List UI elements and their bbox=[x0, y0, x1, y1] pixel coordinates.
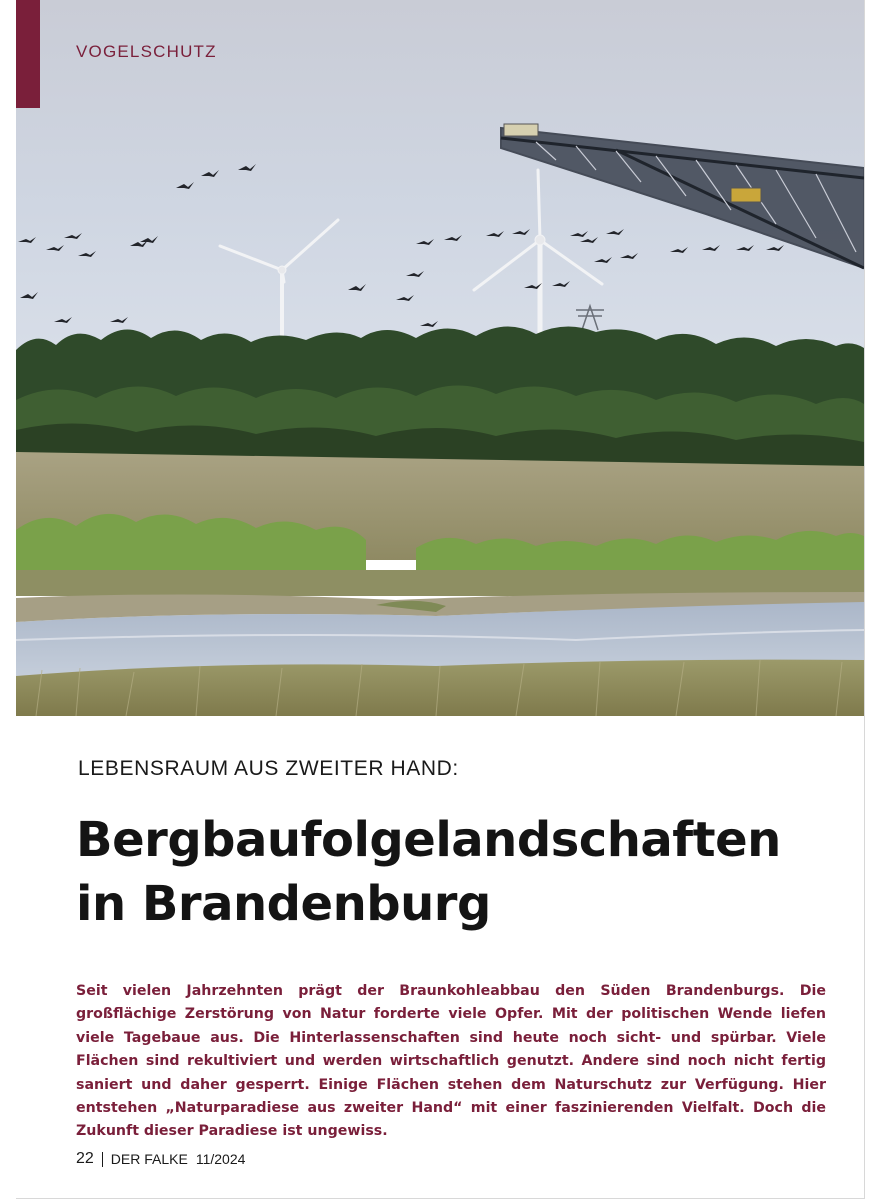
issue-number: 11/2024 bbox=[195, 1151, 246, 1167]
page-footer bbox=[76, 1150, 245, 1168]
page-number: 22 bbox=[76, 1150, 94, 1167]
magazine-name: DER FALKE bbox=[110, 1151, 188, 1167]
headline-line-1: Bergbaufolgelandschaften bbox=[76, 812, 781, 868]
forest bbox=[16, 326, 864, 470]
landscape-photo bbox=[16, 0, 864, 716]
headline-line-2: in Brandenburg bbox=[76, 876, 491, 932]
article-headline bbox=[76, 808, 836, 936]
footer-divider bbox=[102, 1152, 103, 1167]
section-label: VOGELSCHUTZ bbox=[76, 42, 217, 61]
section-accent-bar bbox=[16, 0, 40, 108]
article-kicker: LEBENSRAUM AUS ZWEITER HAND: bbox=[78, 757, 459, 780]
article-lead: Seit vielen Jahrzehnten prägt der Braunkohleabbau den Süden Brandenburgs. Die großflächige Zerstörung von Natur forderte viele Opfer. Mit der politischen Wende liefen viele Tagebaue aus. Die Hinterlassenschaften sind heute noch sicht- und spürbar. Viele Flächen sind rekultiviert und werden wirtschaftlich genutzt. Andere sind noch nicht fertig saniert und daher gesperrt. Einige Flächen stehen dem Naturschutz zur Verfügung. Hier entstehen „Naturparadiese aus zweiter Hand“ mit einer faszinierenden Vielfalt. Doch die Zukunft dieser Paradiese ist ungewiss. bbox=[76, 983, 826, 1140]
magazine-page bbox=[16, 0, 865, 1199]
